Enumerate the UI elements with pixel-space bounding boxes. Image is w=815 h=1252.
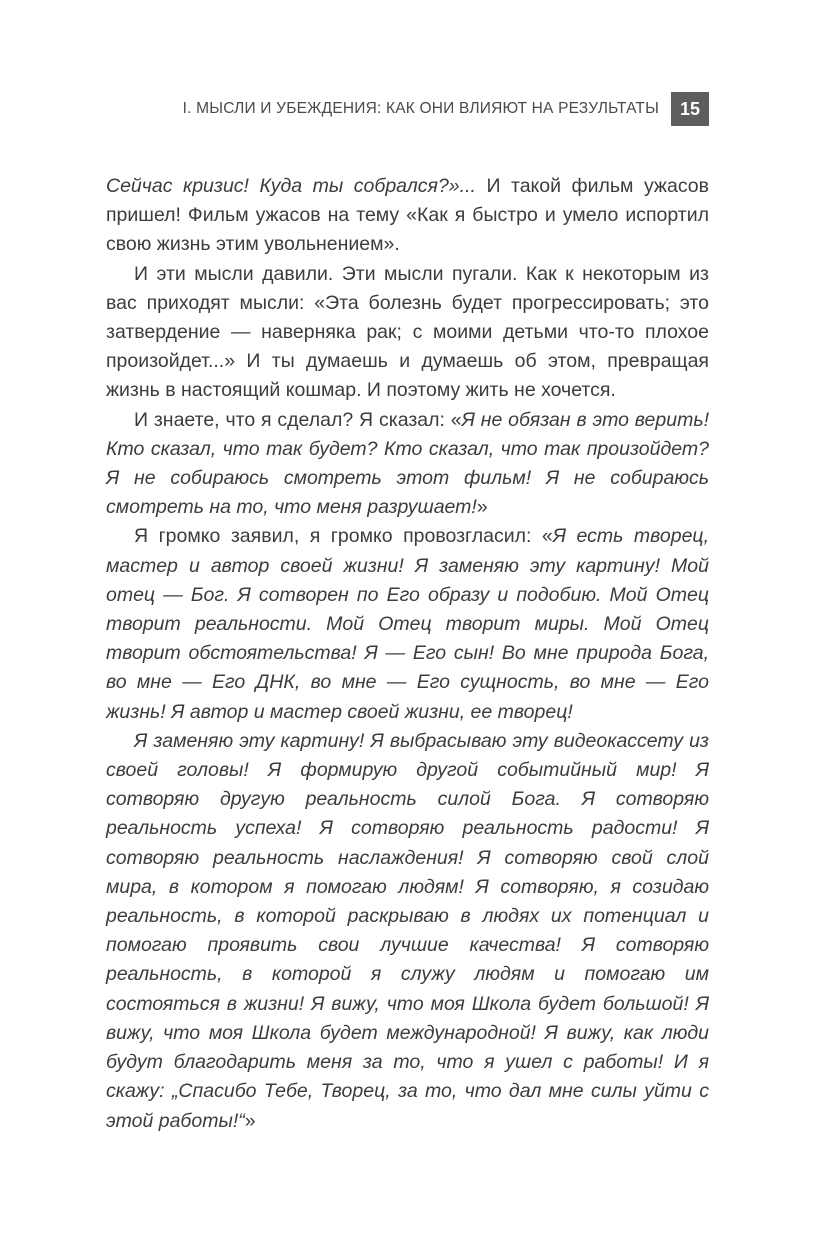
- paragraph-4-text: Я громко заявил, я громко провозгласил: «: [134, 525, 553, 548]
- paragraph-4-italic: Я есть творец, мастер и автор своей жизни! Я заменяю эту картину! Мой отец — Бог. Я сотворен по Его образу и подобию. Мой Отец творит реальности. Мой Отец творит миры. Мой Отец творит обстоятельства! Я — Его сын! Во мне природа Бога, во мне — Его ДНК, во мне — Его сущность, во мне — Его жизнь! Я автор и мастер своей жизни, ее творец!: [106, 525, 709, 723]
- page-number: 15: [671, 92, 709, 126]
- paragraph-5-italic: Я заменяю эту картину! Я выбрасываю эту видеокассету из своей головы! Я формирую другой событийный мир! Я сотворяю другую реальность силой Бога. Я сотворяю реальность успеха! Я сотворяю реальность радости! Я сотворяю реальность наслаждения! Я сотворяю свой слой мира, в котором я помогаю людям! Я сотворяю, я созидаю реальность, в которой раскрываю в людях их потенциал и помогаю проявить свои лучшие качества! Я сотворяю реальность, в которой я служу людям и помогаю им состояться в жизни! Я вижу, что моя Школа будет большой! Я вижу, что моя Школа будет международной! Я вижу, как люди будут благодарить меня за то, что я ушел с работы! И я скажу: „Спасибо Тебе, Творец, за то, что дал мне силы уйти с этой работы!“: [106, 729, 709, 1132]
- paragraph-3-italic: Я не обязан в это верить! Кто сказал, что так будет? Кто сказал, что так произойдет? Я не собираюсь смотреть этот фильм! Я не собираюсь смотреть на то, что меня разрушает!: [106, 408, 710, 519]
- paragraph-4: [106, 522, 709, 726]
- paragraph-1-text: И такой фильм ужасов пришел! Фильм ужасов на тему «Как я быстро и умело испортил свою жизнь этим увольнением».: [106, 175, 709, 256]
- paragraph-3: [106, 406, 709, 523]
- body-text: [106, 172, 709, 1136]
- paragraph-5-end: »: [244, 1109, 256, 1132]
- page-header: [106, 92, 709, 126]
- paragraph-1: [106, 172, 709, 260]
- paragraph-3-text: И знаете, что я сделал? Я сказал: «: [134, 408, 462, 431]
- paragraph-2: [106, 260, 709, 406]
- paragraph-5: [106, 727, 709, 1136]
- running-head: I. МЫСЛИ И УБЕЖДЕНИЯ: КАК ОНИ ВЛИЯЮТ НА РЕЗУЛЬТАТЫ: [182, 100, 659, 117]
- paragraph-1-italic: Сейчас кризис! Куда ты собрался?»...: [106, 175, 476, 197]
- paragraph-2-text: И эти мысли давили. Эти мысли пугали. Как к некоторым из вас приходят мысли: «Эта болезнь будет прогрессировать; это затвердение — наверняка рак; с моими детьми что-то плохое произойдет...» И ты думаешь и думаешь об этом, превращая жизнь в настоящий кошмар. И поэтому жить не хочется.: [106, 262, 709, 402]
- paragraph-3-end: »: [476, 496, 488, 519]
